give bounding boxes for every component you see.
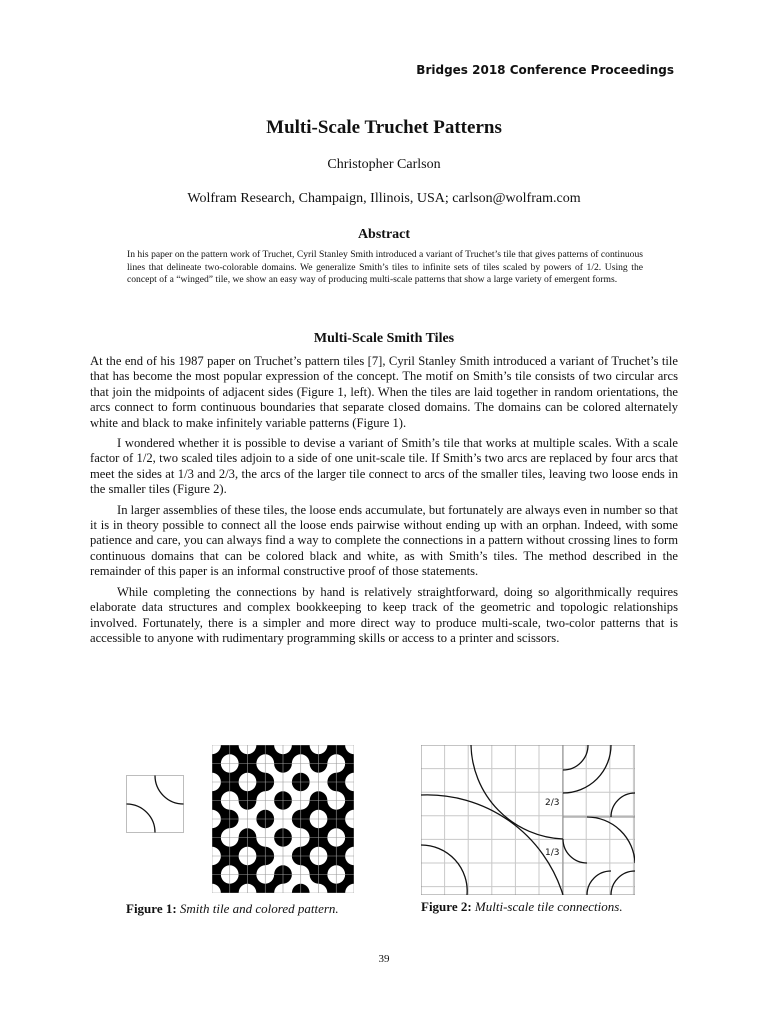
marker-two-thirds: 2/3 — [545, 798, 560, 808]
large-tile-corner-arc — [421, 845, 467, 895]
small-tile-arc — [563, 745, 588, 770]
author-affiliation: Wolfram Research, Champaign, Illinois, USA; carlson@wolfram.com — [187, 191, 581, 206]
figure-1-caption-text: Smith tile and colored pattern. — [179, 901, 339, 916]
paper-title: Multi-Scale Truchet Patterns — [266, 117, 502, 138]
paragraph: While completing the connections by hand is relatively straightforward, doing so algorithmically requires elaborate data structures and complex bookkeeping to keep track of the geometric and topologic relationships involved. Fortunately, there is a simpler and more direct way to produce multi-scale, two-color patterns that is accessible to anyone with rudimentary programming skills or access to a printer and scissors. — [90, 584, 678, 645]
small-tile-arc — [563, 839, 587, 863]
multiscale-connections-figure — [421, 745, 635, 895]
figure-1-caption — [126, 901, 339, 917]
small-tile-arc — [611, 793, 635, 817]
paragraph: At the end of his 1987 paper on Truchet’s pattern tiles [7], Cyril Stanley Smith introduced a variant of Truchet’s tile that has become the most popular expression of the concept. The motif on Smith’s tile consists of two circular arcs that join the midpoints of adjacent sides (Figure 1, left). When the tiles are laid together in random orientations, the arcs connect to form continuous boundaries that separate closed domains. The domains can be colored alternately white and black to make infinitely variable patterns (Figure 1). — [90, 354, 678, 430]
paragraph: I wondered whether it is possible to devise a variant of Smith’s tile that works at multiple scales. With a scale factor of 1/2, two scaled tiles adjoin to a side of one unit-scale tile. If Smith’s two arcs are replaced by four arcs that meet the sides at 1/3 and 2/3, the arcs of the larger tile connect to arcs of the smaller tiles, leaving two loose ends in the smaller tiles (Figure 2). — [90, 436, 678, 497]
smith-pattern-figure — [212, 745, 354, 893]
abstract-heading: Abstract — [357, 227, 411, 242]
page-number: 39 — [378, 953, 390, 965]
author-name: Christopher Carlson — [327, 157, 441, 172]
section-heading: Multi-Scale Smith Tiles — [313, 331, 455, 346]
figure-2-caption-text: Multi-scale tile connections. — [474, 899, 623, 914]
small-tile-arc — [587, 817, 635, 863]
figure-2-label: Figure 2: — [421, 899, 472, 914]
running-head: Bridges 2018 Conference Proceedings — [416, 63, 674, 77]
body-text — [90, 354, 678, 651]
smith-tile-figure — [126, 775, 184, 833]
figure-2-caption — [421, 899, 623, 915]
small-tile-arc — [611, 871, 635, 895]
marker-one-third: 1/3 — [545, 848, 560, 858]
paragraph: In larger assemblies of these tiles, the loose ends accumulate, but fortunately are always even in number so that it is in theory possible to connect all the loose ends pairwise without ending up with an orphan. Indeed, with some patience and care, you can always find a way to complete the connections in a pattern without crossing lines to form continuous domains that can be colored black and white, as with Smith’s tiles. The method described in the remainder of this paper is an informal constructive proof of those statements. — [90, 502, 678, 579]
small-tile-arc — [587, 871, 611, 895]
figure-1-label: Figure 1: — [126, 901, 177, 916]
abstract-text: In his paper on the pattern work of Truchet, Cyril Stanley Smith introduced a variant of Truchet’s tile that gives patterns of continuous lines that delineate two-colorable domains. We generalize Smith’s tiles to infinite sets of tiles scaled by powers of 1/2. Using the concept of a “winged” tile, we show an easy way of producing multi-scale patterns that show a large variety of emergent forms. — [127, 249, 643, 285]
